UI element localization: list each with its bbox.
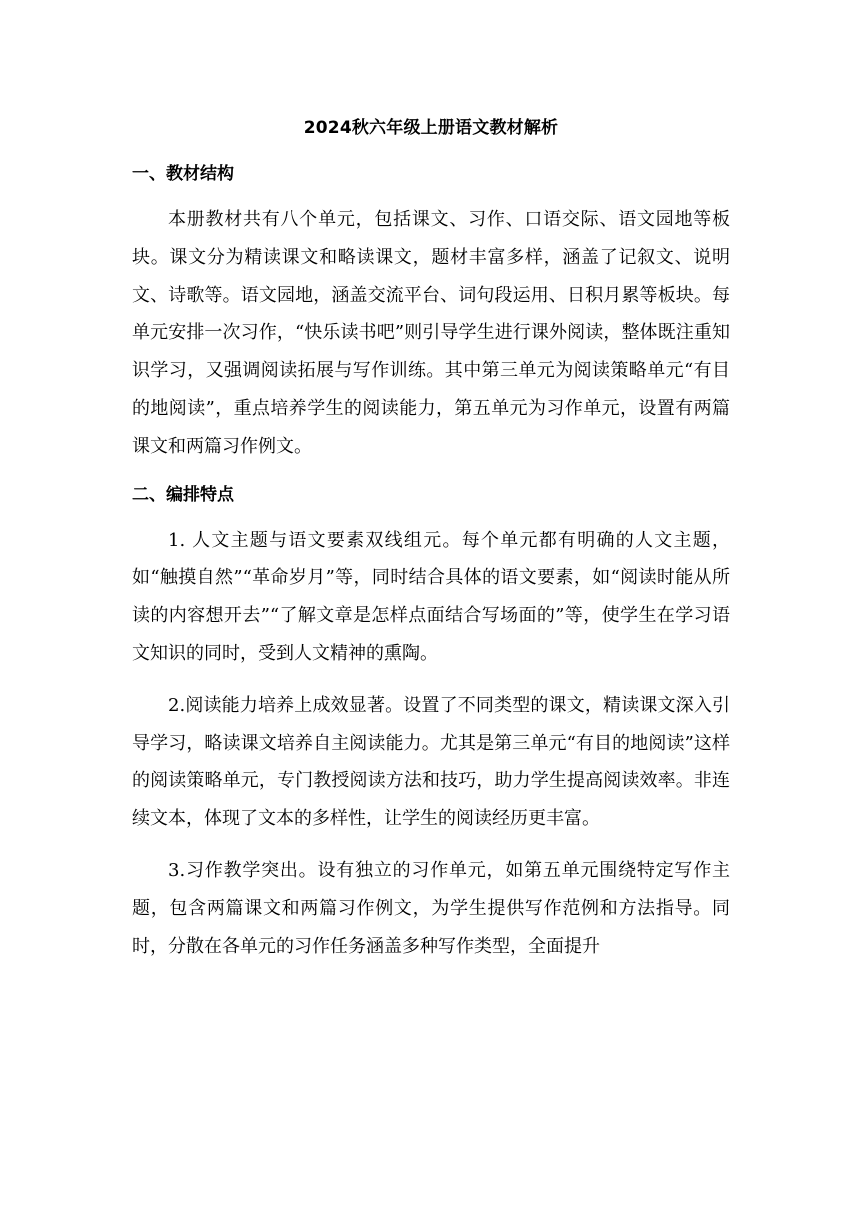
paragraph-feature-writing: 3.习作教学突出。设有独立的习作单元，如第五单元围绕特定写作主题，包含两篇课文和两篇习作例文，为学生提供写作范例和方法指导。同时，分散在各单元的习作任务涵盖多种写作类型，全面提升 [132, 859, 730, 957]
section-heading-structure: 一、教材结构 [132, 164, 234, 184]
paragraph-feature-reading: 2.阅读能力培养上成效显著。设置了不同类型的课文，精读课文深入引导学习，略读课文培养自主阅读能力。尤其是第三单元“有目的地阅读”这样的阅读策略单元，专门教授阅读方法和技巧，助力学生提高阅读效率。非连续文本，体现了文本的多样性，让学生的阅读经历更丰富。 [132, 694, 730, 830]
document-title: 2024秋六年级上册语文教材解析 [303, 118, 559, 138]
paragraph-feature-dual-line: 1. 人文主题与语文要素双线组元。每个单元都有明确的人文主题，如“触摸自然”“革命岁月”等，同时结合具体的语文要素，如“阅读时能从所读的内容想开去”“了解文章是怎样点面结合写场面的”等，使学生在学习语文知识的同时，受到人文精神的熏陶。 [132, 529, 730, 664]
document-body [132, 114, 730, 979]
paragraph-structure-overview: 本册教材共有八个单元，包括课文、习作、口语交际、语文园地等板块。课文分为精读课文和略读课文，题材丰富多样，涵盖了记叙文、说明文、诗歌等。语文园地，涵盖交流平台、词句段运用、日积月累等板块。每单元安排一次习作，“快乐读书吧”则引导学生进行课外阅读，整体既注重知识学习，又强调阅读拓展与写作训练。其中第三单元为阅读策略单元“有目的地阅读”，重点培养学生的阅读能力，第五单元为习作单元，设置有两篇课文和两篇习作例文。 [132, 209, 730, 457]
section-heading-features: 二、编排特点 [132, 484, 234, 505]
